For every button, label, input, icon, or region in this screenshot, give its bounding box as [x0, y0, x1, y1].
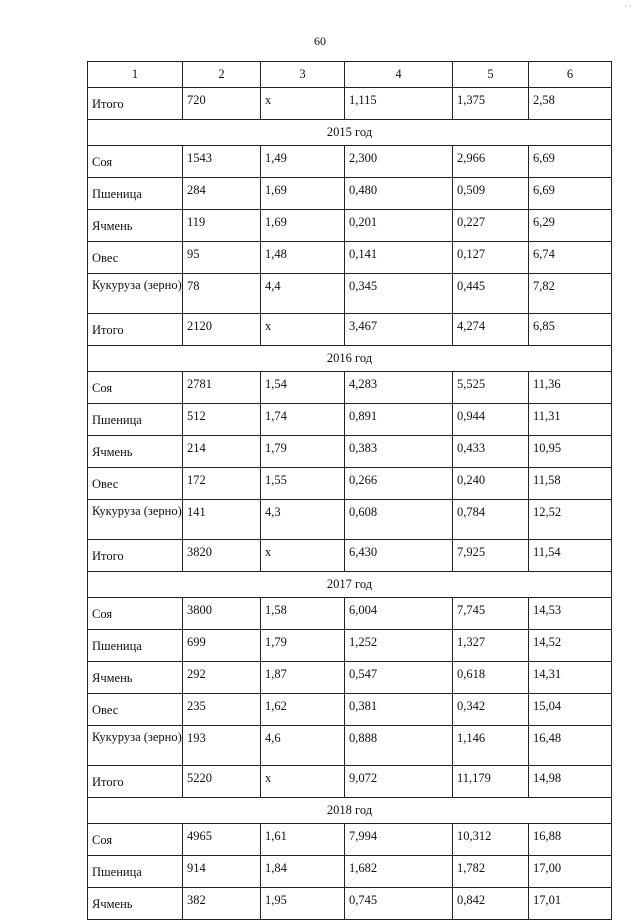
corner-mark: · · — [624, 2, 632, 11]
table-row — [88, 824, 612, 856]
year-section-row — [88, 346, 612, 372]
table-row — [88, 468, 612, 500]
value-cell: 1,69 — [261, 210, 345, 242]
value-cell: 0,888 — [345, 726, 453, 766]
value-cell: 699 — [183, 630, 261, 662]
value-cell: 3,467 — [345, 314, 453, 346]
value-cell: 0,745 — [345, 888, 453, 920]
value-cell: 3800 — [183, 598, 261, 630]
value-cell: 4,6 — [261, 726, 345, 766]
value-cell: 914 — [183, 856, 261, 888]
crop-table — [87, 61, 612, 920]
crop-name-cell: Пшеница — [88, 404, 183, 436]
value-cell: 0,127 — [453, 242, 529, 274]
value-cell: 0,618 — [453, 662, 529, 694]
value-cell: 0,141 — [345, 242, 453, 274]
crop-name-cell: Пшеница — [88, 856, 183, 888]
value-cell: 1,375 — [453, 88, 529, 120]
value-cell: 1,74 — [261, 404, 345, 436]
crop-name-cell: Овес — [88, 694, 183, 726]
value-cell: 0,345 — [345, 274, 453, 314]
page-number: 60 — [314, 34, 326, 48]
year-label: 2017 год — [88, 572, 612, 598]
crop-name-cell: Ячмень — [88, 662, 183, 694]
crop-name-cell: Итого — [88, 88, 183, 120]
value-cell: 1,62 — [261, 694, 345, 726]
value-cell: 1,327 — [453, 630, 529, 662]
value-cell: 720 — [183, 88, 261, 120]
value-cell: x — [261, 540, 345, 572]
crop-name-cell: Соя — [88, 372, 183, 404]
value-cell: 17,01 — [529, 888, 612, 920]
value-cell: 4965 — [183, 824, 261, 856]
table-row — [88, 662, 612, 694]
value-cell: 16,88 — [529, 824, 612, 856]
year-label: 2015 год — [88, 120, 612, 146]
value-cell: 7,994 — [345, 824, 453, 856]
value-cell: 235 — [183, 694, 261, 726]
value-cell: 11,179 — [453, 766, 529, 798]
table-row — [88, 540, 612, 572]
value-cell: 6,74 — [529, 242, 612, 274]
value-cell: 0,784 — [453, 500, 529, 540]
value-cell: 3820 — [183, 540, 261, 572]
table-row — [88, 694, 612, 726]
value-cell: 11,36 — [529, 372, 612, 404]
value-cell: 4,274 — [453, 314, 529, 346]
value-cell: 0,201 — [345, 210, 453, 242]
value-cell: 14,52 — [529, 630, 612, 662]
header-row — [88, 62, 612, 88]
value-cell: 0,240 — [453, 468, 529, 500]
crop-name-cell: Итого — [88, 766, 183, 798]
column-header: 6 — [529, 62, 612, 88]
value-cell: 0,383 — [345, 436, 453, 468]
year-label: 2016 год — [88, 346, 612, 372]
value-cell: 0,842 — [453, 888, 529, 920]
column-header: 5 — [453, 62, 529, 88]
value-cell: 5,525 — [453, 372, 529, 404]
value-cell: 172 — [183, 468, 261, 500]
value-cell: 193 — [183, 726, 261, 766]
value-cell: 284 — [183, 178, 261, 210]
column-header: 4 — [345, 62, 453, 88]
table-body — [88, 88, 612, 920]
crop-name-cell: Итого — [88, 540, 183, 572]
crop-name-cell: Овес — [88, 242, 183, 274]
table-row — [88, 146, 612, 178]
value-cell: 6,69 — [529, 146, 612, 178]
value-cell: 1,95 — [261, 888, 345, 920]
value-cell: 6,430 — [345, 540, 453, 572]
value-cell: x — [261, 314, 345, 346]
value-cell: 5220 — [183, 766, 261, 798]
value-cell: 1,782 — [453, 856, 529, 888]
value-cell: 512 — [183, 404, 261, 436]
value-cell: 1,55 — [261, 468, 345, 500]
crop-name-cell: Кукуруза (зерно) — [88, 726, 183, 766]
column-header: 1 — [88, 62, 183, 88]
value-cell: 1,682 — [345, 856, 453, 888]
value-cell: 1,87 — [261, 662, 345, 694]
table-row — [88, 436, 612, 468]
value-cell: 1,54 — [261, 372, 345, 404]
crop-name-cell: Ячмень — [88, 888, 183, 920]
value-cell: 14,53 — [529, 598, 612, 630]
value-cell: 0,509 — [453, 178, 529, 210]
value-cell: 0,433 — [453, 436, 529, 468]
value-cell: 6,69 — [529, 178, 612, 210]
value-cell: 11,31 — [529, 404, 612, 436]
table-row — [88, 274, 612, 314]
value-cell: 1,58 — [261, 598, 345, 630]
value-cell: 16,48 — [529, 726, 612, 766]
value-cell: 1,61 — [261, 824, 345, 856]
value-cell: 0,891 — [345, 404, 453, 436]
value-cell: 4,283 — [345, 372, 453, 404]
crop-name-cell: Пшеница — [88, 178, 183, 210]
year-section-row — [88, 572, 612, 598]
value-cell: 6,29 — [529, 210, 612, 242]
table-row — [88, 766, 612, 798]
crop-name-cell: Соя — [88, 146, 183, 178]
table-row — [88, 598, 612, 630]
table-row — [88, 314, 612, 346]
value-cell: 2,966 — [453, 146, 529, 178]
value-cell: 141 — [183, 500, 261, 540]
table-row — [88, 888, 612, 920]
table-row — [88, 630, 612, 662]
value-cell: 1,79 — [261, 436, 345, 468]
value-cell: 17,00 — [529, 856, 612, 888]
value-cell: 0,608 — [345, 500, 453, 540]
value-cell: 292 — [183, 662, 261, 694]
value-cell: 10,95 — [529, 436, 612, 468]
value-cell: 0,266 — [345, 468, 453, 500]
value-cell: 1,84 — [261, 856, 345, 888]
value-cell: 2,300 — [345, 146, 453, 178]
value-cell: 0,944 — [453, 404, 529, 436]
crop-name-cell: Кукуруза (зерно) — [88, 274, 183, 314]
crop-name-cell: Кукуруза (зерно) — [88, 500, 183, 540]
crop-name-cell: Ячмень — [88, 436, 183, 468]
value-cell: 1,79 — [261, 630, 345, 662]
value-cell: 14,31 — [529, 662, 612, 694]
value-cell: 7,82 — [529, 274, 612, 314]
value-cell: 1,115 — [345, 88, 453, 120]
table-row — [88, 372, 612, 404]
table-row — [88, 726, 612, 766]
value-cell: 95 — [183, 242, 261, 274]
table-row — [88, 856, 612, 888]
table-row — [88, 88, 612, 120]
crop-name-cell: Итого — [88, 314, 183, 346]
value-cell: 14,98 — [529, 766, 612, 798]
table-row — [88, 500, 612, 540]
value-cell: 2120 — [183, 314, 261, 346]
value-cell: 7,925 — [453, 540, 529, 572]
year-section-row — [88, 798, 612, 824]
value-cell: 0,480 — [345, 178, 453, 210]
value-cell: 7,745 — [453, 598, 529, 630]
table-row — [88, 210, 612, 242]
value-cell: 0,547 — [345, 662, 453, 694]
value-cell: 0,381 — [345, 694, 453, 726]
value-cell: 4,4 — [261, 274, 345, 314]
value-cell: 0,227 — [453, 210, 529, 242]
value-cell: 2,58 — [529, 88, 612, 120]
value-cell: 15,04 — [529, 694, 612, 726]
value-cell: 4,3 — [261, 500, 345, 540]
value-cell: 6,004 — [345, 598, 453, 630]
value-cell: 12,52 — [529, 500, 612, 540]
table-row — [88, 404, 612, 436]
year-label: 2018 год — [88, 798, 612, 824]
value-cell: 1,48 — [261, 242, 345, 274]
value-cell: 11,54 — [529, 540, 612, 572]
value-cell: 0,342 — [453, 694, 529, 726]
year-section-row — [88, 120, 612, 146]
value-cell: 1,146 — [453, 726, 529, 766]
value-cell: 1,252 — [345, 630, 453, 662]
table-row — [88, 178, 612, 210]
value-cell: x — [261, 766, 345, 798]
value-cell: 2781 — [183, 372, 261, 404]
crop-name-cell: Овес — [88, 468, 183, 500]
crop-name-cell: Соя — [88, 598, 183, 630]
value-cell: 9,072 — [345, 766, 453, 798]
crop-name-cell: Соя — [88, 824, 183, 856]
value-cell: 214 — [183, 436, 261, 468]
crop-name-cell: Ячмень — [88, 210, 183, 242]
column-header: 3 — [261, 62, 345, 88]
table-row — [88, 242, 612, 274]
crop-name-cell: Пшеница — [88, 630, 183, 662]
value-cell: 119 — [183, 210, 261, 242]
value-cell: 382 — [183, 888, 261, 920]
value-cell: 6,85 — [529, 314, 612, 346]
value-cell: 1,49 — [261, 146, 345, 178]
value-cell: 1,69 — [261, 178, 345, 210]
value-cell: 78 — [183, 274, 261, 314]
value-cell: 10,312 — [453, 824, 529, 856]
value-cell: x — [261, 88, 345, 120]
value-cell: 11,58 — [529, 468, 612, 500]
column-header: 2 — [183, 62, 261, 88]
value-cell: 1543 — [183, 146, 261, 178]
value-cell: 0,445 — [453, 274, 529, 314]
